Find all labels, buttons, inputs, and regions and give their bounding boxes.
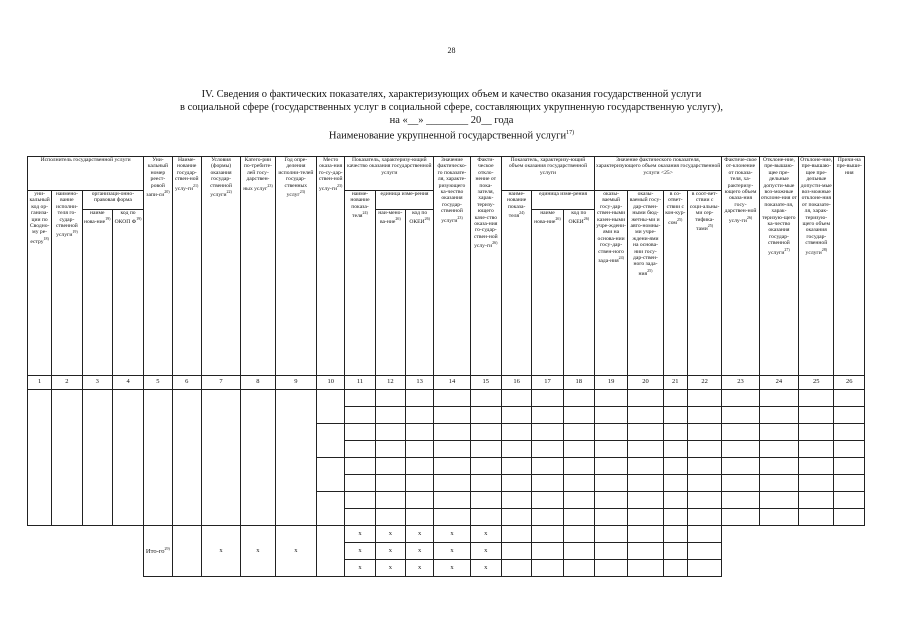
table-cell <box>594 543 627 560</box>
executor-name-header: наимено-вание исполни-теля го-судар-ственной услуги$^{19)}$ <box>52 191 82 376</box>
table-cell <box>532 390 563 407</box>
table-cell <box>628 390 663 407</box>
table-cell <box>759 458 798 475</box>
table-cell <box>345 492 375 509</box>
table-cell <box>722 526 759 543</box>
volume-deviation-header: Фактиче-ское от-клонение от показа-теля, ха-рактеризу-ющего объем оказа-ния госу-дарствен-ной услу-$ги^{26)}$ <box>722 157 759 376</box>
volume-indicator-name-header: наиме-нование показа-теля$^{24)}$ <box>501 191 531 376</box>
table-cell <box>834 492 865 509</box>
cross-mark: x <box>405 526 433 543</box>
quality-indicator-name-header: наиме-нование показа-теля$^{24)}$ <box>345 191 375 376</box>
table-cell <box>759 543 798 560</box>
column-number: 21 <box>663 376 687 390</box>
table-cell <box>434 390 470 407</box>
table-cell <box>375 492 405 509</box>
table-cell <box>663 475 687 492</box>
column-number: 1 <box>28 376 52 390</box>
executor-header: Исполнитель государственной услуги <box>28 157 144 191</box>
column-number: 13 <box>405 376 433 390</box>
table-cell <box>52 390 82 526</box>
table-cell <box>375 475 405 492</box>
conditions-header: Условия (формы) оказания государ-ственной услуги$^{22)}$ <box>201 157 240 376</box>
volume-actual-header: Значение фактического показателя, характеризующего объем оказания государственной услуги <25> <box>594 157 721 191</box>
cross-mark: x <box>470 543 501 560</box>
table-cell <box>345 458 375 475</box>
table-cell <box>28 390 52 526</box>
column-number: 3 <box>82 376 112 390</box>
registry-code-header: уни-кальный код ор-ганиза-ции по Сводно-му ре-естру$^{18)}$ <box>28 191 52 376</box>
table-cell <box>594 475 627 492</box>
cross-mark: x <box>470 560 501 577</box>
table-cell <box>687 560 721 577</box>
footnote-ref: 29) <box>164 546 170 552</box>
legal-form-header: организаци-онно-правовая форма <box>82 191 144 210</box>
page-number: 28 <box>447 46 456 55</box>
table-cell <box>722 475 759 492</box>
table-cell <box>628 475 663 492</box>
column-number: 9 <box>275 376 316 390</box>
year-header: Год опре-деления исполни-телей государ-ственных услуг$^{23)}$ <box>275 157 316 376</box>
table-cell <box>317 424 345 458</box>
table-cell <box>405 492 433 509</box>
column-number: 20 <box>628 376 663 390</box>
table-cell <box>628 526 663 543</box>
table-cell <box>594 458 627 475</box>
table-cell <box>470 475 501 492</box>
column-number: 11 <box>345 376 375 390</box>
table-cell <box>405 441 433 458</box>
table-cell <box>687 543 721 560</box>
total-row <box>28 526 865 543</box>
table-cell <box>628 543 663 560</box>
unique-number-header: Уни-кальный номер реест-ровой запи-$си^{20)}$ <box>144 157 172 376</box>
quality-indicator-header: Показатель, характеризу-ющий качество оказания государственной услуги <box>345 157 434 191</box>
table-cell <box>628 458 663 475</box>
table-cell <box>405 390 433 407</box>
table-cell <box>563 441 594 458</box>
table-cell <box>563 543 594 560</box>
table-cell <box>594 509 627 526</box>
table-cell <box>834 458 865 475</box>
cross-mark: x <box>405 560 433 577</box>
table-cell <box>663 509 687 526</box>
table-cell <box>52 526 82 577</box>
table-cell <box>663 458 687 475</box>
by-certificates-header: в соот-вет-ствии с соци-альны-ми сер-тифика-тами$^{25)}$ <box>687 191 721 376</box>
table-cell <box>241 390 275 526</box>
table-row <box>28 390 865 407</box>
table-cell <box>799 475 834 492</box>
table-cell <box>759 475 798 492</box>
cross-mark: x <box>434 560 470 577</box>
table-cell <box>275 390 316 526</box>
footnote-ref: 17) <box>566 130 575 136</box>
table-cell <box>532 424 563 441</box>
table-cell <box>532 458 563 475</box>
heading-line-2: в социальной сфере (государственных услуг в социальной сфере, составляющих укрупненную государственную услугу), <box>179 102 724 113</box>
quality-unit-header: единица изме-рения <box>375 191 434 210</box>
column-number: 24 <box>759 376 798 390</box>
table-cell <box>799 543 834 560</box>
data-rows <box>28 390 865 577</box>
table-cell <box>594 492 627 509</box>
quality-unit-name-header: наи-мено-ва-ние$^{26)}$ <box>375 210 405 376</box>
table-cell <box>759 526 798 543</box>
table-cell <box>470 458 501 475</box>
cross-mark: x <box>375 543 405 560</box>
table-cell <box>722 560 759 577</box>
table-cell <box>759 407 798 424</box>
column-number: 10 <box>317 376 345 390</box>
cross-mark: x <box>375 526 405 543</box>
table-cell <box>82 390 112 526</box>
table-cell <box>687 424 721 441</box>
column-number: 6 <box>172 376 201 390</box>
volume-indicator-header: Показатель, характеризу-ющий объем оказания государственной услуги <box>501 157 594 191</box>
table-cell <box>799 526 834 543</box>
column-number: 7 <box>201 376 240 390</box>
table-cell <box>501 458 531 475</box>
table-cell <box>317 458 345 492</box>
table-cell <box>405 509 433 526</box>
table-cell <box>405 458 433 475</box>
by-state-task-budget-header: оказы-ваемый госу-дар-ствен-ными бюд-жетны-ми и авто-номны-ми учре-ждени-ями на основа-нии госу-дар-ствен-ного зада-ния$^{25)}$ <box>628 191 663 376</box>
column-number: 18 <box>563 376 594 390</box>
table-cell <box>799 458 834 475</box>
table-cell <box>501 543 531 560</box>
volume-okei-header: код по ОКЕИ$^{26)}$ <box>563 210 594 376</box>
table-cell <box>345 407 375 424</box>
table-cell <box>799 509 834 526</box>
table-cell <box>663 560 687 577</box>
service-name-header: Наиме-нование государ-ствен-ной услу-$ги^{21)}$ <box>172 157 201 376</box>
cross-mark: x <box>470 526 501 543</box>
table-cell <box>759 509 798 526</box>
heading-line-1: IV. Сведения о фактических показателях, характеризующих объем и качество оказания государственной услуги <box>201 89 702 100</box>
table-cell <box>628 441 663 458</box>
table-cell <box>532 475 563 492</box>
table-cell <box>532 526 563 543</box>
table-cell <box>687 509 721 526</box>
table-cell <box>501 424 531 441</box>
table-cell <box>759 492 798 509</box>
table-cell <box>375 407 405 424</box>
table-cell <box>470 424 501 441</box>
table-cell <box>501 475 531 492</box>
heading-line-3: на «__» ________ 20__ года <box>389 115 514 126</box>
deviation-exceeding-header: Отклоне-ние, пре-вышаю-щее пре-дельные допусти-мые воз-можные отклоне-ния от показате-ля, харак-теризую-щего ка-чество оказания государ-ственной услуги$^{27)}$ <box>759 157 798 376</box>
table-cell <box>434 458 470 475</box>
quality-actual-header: Значение фактическо-го показате-ля, характе-ризующего ка-чество оказания государ-ственной услуги$^{23)}$ <box>434 157 470 376</box>
cross-mark: x <box>345 543 375 560</box>
table-cell <box>405 407 433 424</box>
table-cell <box>563 560 594 577</box>
column-number: 12 <box>375 376 405 390</box>
table-cell <box>172 390 201 526</box>
table-cell <box>834 526 865 543</box>
cross-mark: x <box>345 526 375 543</box>
quality-okei-header: код по ОКЕИ$^{26)}$ <box>405 210 433 376</box>
table-cell <box>799 424 834 441</box>
table-cell <box>345 509 375 526</box>
table-cell <box>532 407 563 424</box>
table-cell <box>434 475 470 492</box>
table-cell <box>594 560 627 577</box>
table-cell <box>317 526 345 577</box>
table-cell <box>759 441 798 458</box>
table-cell <box>722 407 759 424</box>
table-cell <box>501 560 531 577</box>
column-number: 5 <box>144 376 172 390</box>
table-cell <box>470 407 501 424</box>
table-cell <box>28 526 52 577</box>
table-cell <box>663 390 687 407</box>
column-number: 17 <box>532 376 563 390</box>
reason-header: Причи-на пре-выше-ния <box>834 157 865 376</box>
table-cell <box>834 509 865 526</box>
table-cell <box>594 526 627 543</box>
table-cell <box>834 407 865 424</box>
service-name-heading <box>0 130 903 142</box>
column-number: 15 <box>470 376 501 390</box>
total-label-text: Ито-го <box>145 548 165 556</box>
table-cell <box>834 475 865 492</box>
table-cell <box>563 390 594 407</box>
table-cell <box>532 560 563 577</box>
table-cell <box>663 492 687 509</box>
table-cell <box>434 509 470 526</box>
okopf-code-header: код по ОКОП $Ф^{19)}$ <box>112 210 143 376</box>
table-cell <box>687 458 721 475</box>
table-cell <box>687 390 721 407</box>
table-cell <box>722 390 759 407</box>
table-cell <box>722 441 759 458</box>
table-cell <box>687 475 721 492</box>
table-cell <box>345 475 375 492</box>
table-cell <box>405 475 433 492</box>
table-cell <box>759 390 798 407</box>
table-cell <box>594 407 627 424</box>
table-cell <box>470 441 501 458</box>
table-cell <box>799 441 834 458</box>
cross-mark: x <box>275 526 316 577</box>
place-header: Место оказа-ния го-су-дар-ствен-ной услу-$ги^{23)}$ <box>317 157 345 376</box>
table-cell <box>501 526 531 543</box>
table-cell <box>345 424 375 441</box>
cross-mark: x <box>434 526 470 543</box>
table-cell <box>532 492 563 509</box>
table-cell <box>722 424 759 441</box>
by-competition-header: в со-ответ-ствии с кон-кур-сом$^{25)}$ <box>663 191 687 376</box>
table-cell <box>470 509 501 526</box>
table-cell <box>375 390 405 407</box>
table-cell <box>375 441 405 458</box>
column-number: 26 <box>834 376 865 390</box>
table-cell <box>112 526 143 577</box>
table-cell <box>375 424 405 441</box>
table-cell <box>628 492 663 509</box>
quality-deviation-header: Факти-ческое откло-нение от пока-зателя, харак-теризу-ющего каче-ство оказа-ния го-судар-ствен-ной услу-$ги^{26)}$ <box>470 157 501 376</box>
table-cell <box>563 424 594 441</box>
table-cell <box>722 458 759 475</box>
table-cell <box>434 441 470 458</box>
table-cell <box>201 390 240 526</box>
table-cell <box>594 441 627 458</box>
table-cell <box>501 492 531 509</box>
table-cell <box>563 458 594 475</box>
header-row-1 <box>28 157 865 191</box>
table-cell <box>563 526 594 543</box>
table-cell <box>434 407 470 424</box>
table-cell <box>563 509 594 526</box>
table-cell <box>722 509 759 526</box>
table-cell <box>82 526 112 577</box>
column-number: 23 <box>722 376 759 390</box>
volume-unit-name-header: наиме нова-ние$^{26)}$ <box>532 210 563 376</box>
column-number: 4 <box>112 376 143 390</box>
table-cell <box>834 560 865 577</box>
table-cell <box>317 390 345 424</box>
table-cell <box>663 543 687 560</box>
table-cell <box>663 441 687 458</box>
table-cell <box>563 407 594 424</box>
table-cell <box>799 560 834 577</box>
table-cell <box>663 424 687 441</box>
table-cell <box>563 475 594 492</box>
table-cell <box>563 492 594 509</box>
table-cell <box>628 407 663 424</box>
table-cell <box>628 509 663 526</box>
table-cell <box>722 543 759 560</box>
table-cell <box>532 543 563 560</box>
column-number: 14 <box>434 376 470 390</box>
by-state-task-header: оказы-ваемый госу-дар-ствен-ными казен-ными учре-ждени-ями на основа-нии госу-дар-ствен-ного зада-ния$^{24)}$ <box>594 191 627 376</box>
table-cell <box>687 526 721 543</box>
column-number: 8 <box>241 376 275 390</box>
table-cell <box>532 441 563 458</box>
table-cell <box>687 441 721 458</box>
table-cell <box>628 424 663 441</box>
deviation-exceeding-volume-header: Отклоне-ние, пре-вышаю-щее пре-дельные допусти-мые воз-можные отклоне-ния от показате-ля, харак-теризую-щего объем оказания государ-ственной услуги$^{28)}$ <box>799 157 834 376</box>
table-cell <box>501 390 531 407</box>
table-cell <box>501 509 531 526</box>
column-number: 2 <box>52 376 82 390</box>
table-cell <box>663 407 687 424</box>
cross-mark: x <box>201 526 240 577</box>
table-cell <box>834 543 865 560</box>
table-cell <box>501 441 531 458</box>
cross-mark: x <box>241 526 275 577</box>
table-cell <box>345 441 375 458</box>
table-cell <box>722 492 759 509</box>
table-cell <box>834 441 865 458</box>
table-cell <box>434 492 470 509</box>
table-cell <box>663 526 687 543</box>
table-cell <box>172 526 201 577</box>
table-cell <box>345 390 375 407</box>
table-cell <box>501 407 531 424</box>
table-cell <box>405 424 433 441</box>
cross-mark: x <box>405 543 433 560</box>
column-number: 19 <box>594 376 627 390</box>
table-cell <box>799 390 834 407</box>
column-number: 25 <box>799 376 834 390</box>
cross-mark: x <box>434 543 470 560</box>
table-cell <box>112 390 143 526</box>
table-cell <box>687 407 721 424</box>
service-name-label: Наименование укрупненной государственной услуги <box>328 130 567 142</box>
table-cell <box>687 492 721 509</box>
legal-form-name-header: наиме нова-ние$^{19)}$ <box>82 210 112 376</box>
table-cell <box>434 424 470 441</box>
table-cell <box>594 390 627 407</box>
report-heading <box>0 88 903 127</box>
volume-unit-header: единица изме-рения <box>532 191 595 210</box>
table-cell <box>470 492 501 509</box>
table-cell <box>144 390 172 526</box>
table-cell <box>594 424 627 441</box>
column-number: 16 <box>501 376 531 390</box>
table-cell <box>759 560 798 577</box>
report-table <box>27 156 865 577</box>
cross-mark: x <box>345 560 375 577</box>
table-cell <box>799 407 834 424</box>
table-cell <box>628 560 663 577</box>
table-cell <box>759 424 798 441</box>
categories-header: Катего-рии по-требите-лей госу-дарствен-ных услуг$^{23)}$ <box>241 157 275 376</box>
table-cell <box>317 492 345 526</box>
column-number: 22 <box>687 376 721 390</box>
table-cell <box>532 509 563 526</box>
total-label <box>144 526 172 577</box>
table-cell <box>375 458 405 475</box>
table-cell <box>470 390 501 407</box>
table-cell <box>375 509 405 526</box>
cross-mark: x <box>375 560 405 577</box>
table-cell <box>834 424 865 441</box>
table-cell <box>834 390 865 407</box>
table-cell <box>799 492 834 509</box>
column-number-row <box>28 376 865 390</box>
